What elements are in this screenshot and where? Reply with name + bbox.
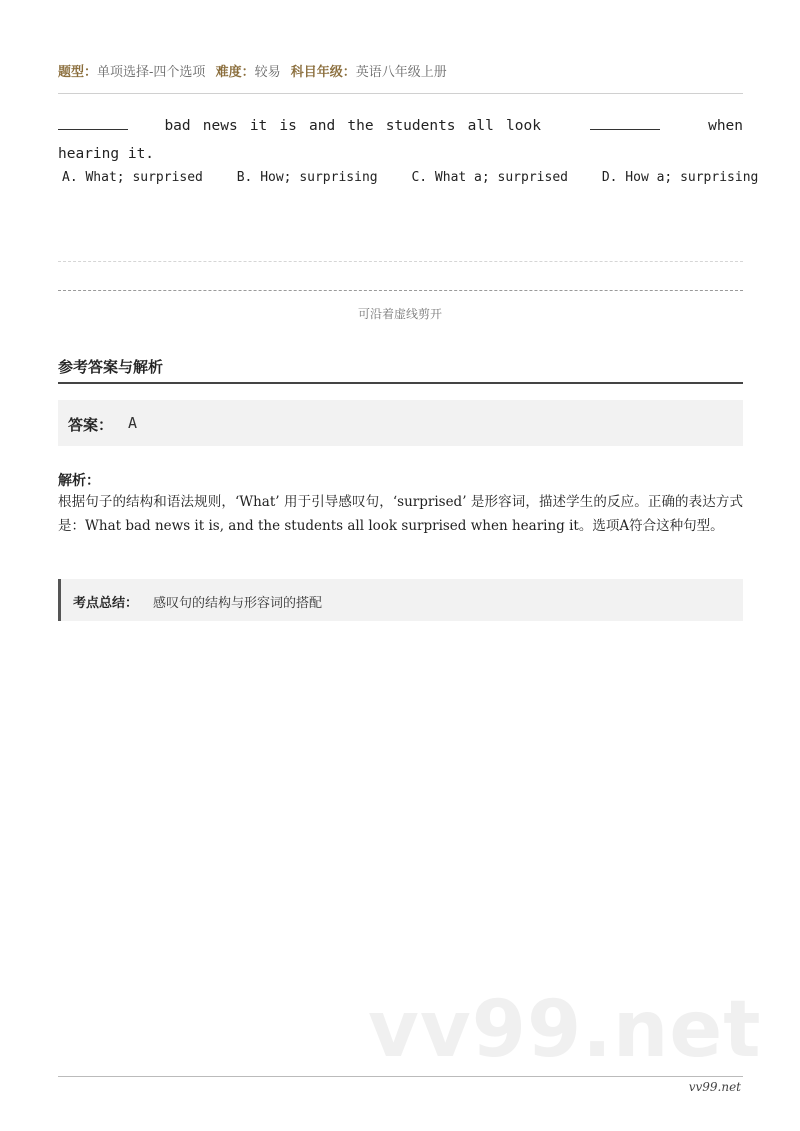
footer-site: vv99.net [688, 1080, 741, 1094]
answer-blank-1 [58, 113, 128, 130]
type-value: 单项选择-四个选项 [97, 65, 206, 80]
option-d: D. How a; surprising [601, 170, 759, 185]
question-part-2: when hearing it. [58, 118, 744, 162]
answer-section-title: 参考答案与解析 [58, 356, 743, 384]
footer-divider [58, 1076, 743, 1077]
subject-value: 英语八年级上册 [355, 65, 447, 80]
answer-blank-2 [590, 113, 660, 130]
answer-label: 答案： [68, 416, 114, 434]
question-part-1: bad news it is and the students all look [164, 118, 541, 134]
key-point-value: 感叹句的结构与形容词的搭配 [153, 596, 323, 611]
dashed-divider-light [58, 261, 743, 262]
type-label: 题型： [58, 65, 98, 80]
subject-label: 科目年级： [290, 65, 356, 80]
answer-box [58, 400, 743, 446]
analysis-label: 解析： [58, 473, 100, 489]
cut-hint: 可沿着虚线剪开 [357, 307, 442, 321]
key-point-label: 考点总结： [73, 596, 139, 611]
analysis-text: 根据句子的结构和语法规则，‘What’ 用于引导感叹句，‘surprised’ 是形容词，描述学生的反应。正确的表达方式是：What bad news it is, and the students all look surprised when hearing it。选项A符合这种句型。 [58, 494, 743, 534]
question-meta [58, 64, 743, 82]
watermark: vv99.net [368, 985, 762, 1075]
option-b: B. How; surprising [236, 170, 378, 185]
option-a: A. What; surprised [62, 170, 203, 185]
difficulty-value: 较易 [254, 65, 281, 80]
key-point-box [58, 579, 743, 621]
option-c: C. What a; surprised [411, 170, 568, 185]
cut-line [58, 290, 743, 291]
options-list [62, 168, 759, 188]
header-divider [58, 93, 743, 94]
question-text [58, 112, 743, 168]
difficulty-label: 难度： [215, 65, 255, 80]
answer-value: A [128, 414, 138, 432]
